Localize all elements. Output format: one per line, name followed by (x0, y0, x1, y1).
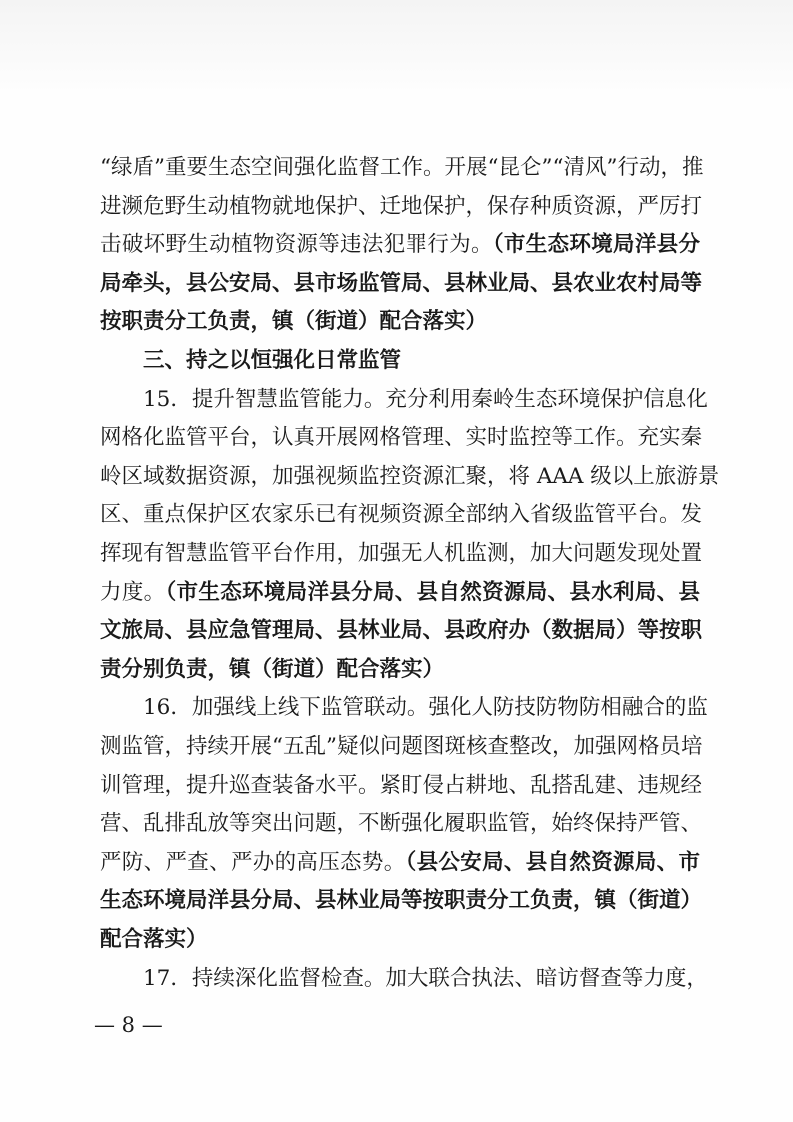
body-text: 力度。 (100, 579, 166, 605)
body-text: 营、乱排乱放等突出问题，不断强化履职监管，始终保持严管、 (100, 811, 703, 837)
bold-text: （市生态环境局洋县分局、县自然资源局、县水利局、县 (165, 579, 700, 605)
text-line (100, 345, 700, 377)
body-text: 区、重点保护区农家乐已有视频资源全部纳入省级监管平台。发 (100, 502, 703, 528)
bold-text: （县公安局、县自然资源局、市 (405, 849, 700, 875)
body-text: 进濒危野生动植物就地保护、迁地保护，保存种质资源，严厉打 (100, 193, 703, 219)
bold-text: 配合落实） (100, 927, 208, 952)
text-line (100, 731, 703, 763)
text-line (100, 615, 703, 647)
body-text: 挥现有智慧监管平台作用，加强无人机监测，加大问题发现处置 (100, 541, 703, 566)
text-line (100, 422, 703, 454)
body-text: 测监管，持续开展“五乱”疑似问题图斑核查整改，加强网格员培 (100, 734, 703, 759)
text-line (100, 924, 700, 956)
text-line (100, 229, 700, 261)
text-line (100, 847, 700, 879)
bold-text: 按职责分工负责，镇（街道）配合落实） (100, 309, 488, 335)
text-line (100, 461, 720, 493)
text-line (100, 577, 700, 609)
page-number: — 8 — (94, 1013, 163, 1037)
text-line (100, 268, 703, 300)
text-line (100, 191, 703, 223)
body-text: “绿盾”重要生态空间强化监督工作。开展“昆仑”“清风”行动，推 (100, 155, 704, 180)
body-text: 15．提升智慧监管能力。充分利用秦岭生态环境保护信息化 (143, 386, 708, 412)
text-line (100, 499, 703, 531)
bold-text: （市生态环境局洋县分 (492, 232, 700, 258)
text-line (100, 306, 700, 338)
bold-text: 生态环境局洋县分局、县林业局等按职责分工负责，镇（街道） (100, 888, 703, 914)
body-text: 击破坏野生动植物资源等违法犯罪行为。 (100, 232, 493, 258)
text-line (100, 963, 708, 995)
body-text: 网格化监管平台，认真开展网格管理、实时监控等工作。充实秦 (100, 425, 703, 451)
body-text: 岭区域数据资源，加强视频监控资源汇聚，将 AAA 级以上旅游景 (100, 463, 720, 489)
text-line (100, 770, 703, 802)
body-text: 16．加强线上线下监管联动。强化人防技防物防相融合的监 (143, 695, 708, 721)
text-line (100, 152, 704, 184)
bold-text: 局牵头，县公安局、县市场监管局、县林业局、县农业农村局等 (100, 270, 703, 296)
body-text: 训管理，提升巡查装备水平。紧盯侵占耕地、乱搭乱建、违规经 (100, 772, 703, 798)
bold-text: 三、持之以恒强化日常监管 (143, 348, 402, 373)
bold-text: 文旅局、县应急管理局、县林业局、县政府办（数据局）等按职 (100, 618, 703, 644)
text-line (100, 654, 700, 686)
text-line (100, 384, 708, 416)
body-text: 17．持续深化监督检查。加大联合执法、暗访督查等力度， (143, 965, 708, 991)
bold-text: 责分别负责，镇（街道）配合落实） (100, 656, 445, 682)
scan-border (0, 0, 793, 95)
text-line (100, 808, 703, 840)
text-line (100, 538, 703, 570)
text-line (100, 692, 708, 724)
text-line (100, 885, 703, 917)
body-text: 严防、严查、严办的高压态势。 (100, 849, 406, 875)
